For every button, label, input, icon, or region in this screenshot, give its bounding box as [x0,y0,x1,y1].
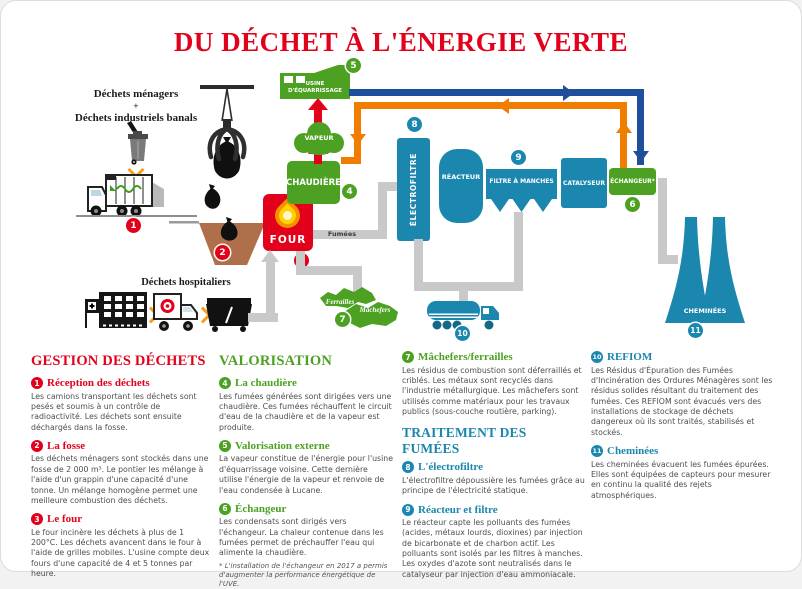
item-badge: 1 [31,377,43,389]
item-text: Les condensats sont dirigés vers l'échangeur. La chaleur contenue dans les fumées permet de préchauffer l'eau qui alimente la chaudière. [219,517,384,558]
legend-item-11 [591,445,777,501]
arrow-up-icon [261,250,279,262]
item-badge: 6 [219,503,231,515]
medical-truck-icon [153,293,199,333]
section-heading-fumees: TRAITEMENT DES FUMÉES [402,425,527,457]
ferrailles-label: Ferrailles [325,298,355,306]
residue-pipe [514,212,523,291]
legend-item-1 [31,377,211,433]
household-waste-label: Déchets ménagers + Déchets industriels banals [74,88,198,124]
item-title: Cheminées [607,445,659,458]
arrow-up-icon [616,122,632,133]
legend-item-9 [402,504,586,581]
bag-filter-label: FILTRE À MANCHES [489,178,554,185]
badge-2: 2 [215,245,230,260]
item-badge: 2 [31,440,43,452]
item-text: Les fumées générées sont dirigées vers une chaudière. Ces fumées réchauffent le circuit d'eau de la chaudière et de la vapeur est produite. [219,391,392,432]
bag-filter-node [486,169,557,215]
item-badge: 4 [219,377,231,389]
item-title: La chaudière [235,377,297,389]
item-title: Réception des déchets [47,377,150,389]
grapple-crane-icon [199,83,255,185]
preheated-water-pipe [341,157,361,164]
reactor-node: RÉACTEUR [439,149,483,223]
arrow-down-icon [350,134,366,145]
item-text: Les déchets ménagers sont stockés dans une fosse de 2 000 m³. Le pontier les mélange à l'aide d'un grappin d'une capacité d'une tonne. Un mélange homogène permet une meilleure combustion des déchets. [31,454,209,505]
footnote: * L'installation de l'échangeur en 2017 a permis d'augmenter la performance énergétique de l'UVE. [219,561,388,588]
item-text: Les Résidus d'Épuration des Fumées d'Incinération des Ordures Ménagères sont les résidus solides résultant du traitement des fumées. Ces REFIOM sont évacués vers des installations de stockage de déchets dangereux où ils sont traités, stabilisés et stockés. [591,365,773,437]
item-badge: 3 [31,513,43,525]
page-title: DU DÉCHET À L'ÉNERGIE VERTE [173,27,629,57]
preheated-water-pipe [620,102,627,168]
item-text: Les résidus de combustion sont déferraillés et criblés. Les métaux sont recyclés dans l'industrie métallurgique. Les mâchefers sont utilisés comme matériaux pour les travaux publics (sous-couche routière, parking). [402,365,582,416]
hospital-waste-pipe [266,261,275,322]
legend-item-5 [219,440,393,496]
garbage-truck-icon [86,171,168,217]
item-title: Échangeur [235,502,287,515]
legend-col-gestion [31,353,211,587]
item-badge: 5 [219,440,231,452]
boiler-node: CHAUDIÈRE [287,161,340,204]
item-title: REFIOM [607,351,653,363]
legend-item-2 [31,440,211,506]
section-heading-gestion: GESTION DES DÉCHETS [31,353,206,369]
steam-label: VAPEUR [304,134,334,142]
item-badge: 11 [592,447,602,456]
legend-col-refiom [591,351,777,508]
hospital-icon [85,292,149,335]
waste-bag-icon [201,184,223,210]
arrow-down-icon [633,151,649,162]
residue-pipe [414,282,523,291]
catalyst-node: CATALYSEUR [561,158,607,208]
badge-6: 6 [625,197,640,212]
badge-8: 8 [407,117,422,132]
flue-gas-label: Fumées [327,230,357,238]
badge-1: 1 [126,218,141,233]
badge-5: 5 [346,58,361,73]
item-title: L'électrofiltre [418,461,483,474]
item-title: Mâchefers/ferrailles [418,351,513,363]
item-text: Le réacteur capte les polluants des fumées (acides, métaux lourds, dioxines) par injection de bicarbonate et de charbon actif. Les polluants sont isolés par les filtres à manches. Les oxydes d'azote sont neutralisés dans le catalyseur par injection d'eau ammoniacale. [402,518,583,579]
item-text: La vapeur constitue de l'énergie pour l'usine d'équarrissage voisine. Cette dernière utilise l'énergie de la vapeur et renvoie de l'eau condensée à Lucane. [219,454,394,495]
item-text: Les cheminées évacuent les fumées épurées. Elles sont équipées de capteurs pour mesurer en continu la qualité des rejets atmosphériques. [591,459,771,500]
rendering-plant-label: USINE D'ÉQUARRISSAGE [288,81,342,94]
legend-item-10 [591,351,777,438]
heat-exchanger-node: ÉCHANGEUR* [609,168,656,195]
condensate-pipe [349,89,644,96]
furnace-node: FOUR [263,194,313,251]
item-badge: 7 [402,351,414,363]
hospital-waste-label: Déchets hospitaliers [141,277,231,288]
section-heading-valorisation: VALORISATION [219,353,333,369]
badge-10: 10 [455,326,470,341]
item-text: Les camions transportant les déchets sont pesés et soumis à un contrôle de radioactivité. Les déchets sont ensuite déchargés dans la fosse. [31,391,197,432]
legend-item-6 [219,503,393,589]
badge-7: 7 [335,312,350,327]
wheelie-bin-icon [125,121,151,165]
item-title: Le four [47,513,83,526]
steam-arrow-up-icon [308,98,328,110]
electrofilter-node: ÉLECTROFILTRE [397,138,430,241]
arrow-left-icon [498,98,509,114]
machefers-label: Mâchefers [359,306,391,314]
badge-9: 9 [511,150,526,165]
item-title: La fosse [47,439,86,452]
legend-col-valorisation [219,353,393,589]
item-badge: 9 [402,504,414,516]
chimneys-label: CHEMINÉES [683,307,727,315]
legend-col-fumees [402,351,586,587]
legend-item-7 [402,351,586,417]
item-badge: 10 [592,353,602,361]
legend-item-4 [219,377,393,433]
item-text: L'électrofiltre dépoussière les fumées grâce au principe de l'électricité statique. [402,475,585,496]
preheated-water-pipe [354,102,361,164]
item-text: Le four incinère les déchets à plus de 1 200°C. Les déchets avancent dans le four à l'aide de grilles mobiles. L'usine compte deux fours d'une capacité de 4 et 5 tonnes par heure. [31,527,210,579]
badge-4: 4 [342,184,357,199]
item-badge: 8 [402,461,414,473]
legend-item-8 [402,461,586,496]
dumpster-icon [205,294,253,333]
arrow-right-icon [563,85,574,101]
item-title: Valorisation externe [235,439,330,452]
badge-11: 11 [688,323,703,338]
legend-item-3 [31,513,211,579]
item-title: Réacteur et filtre [418,503,498,516]
preheated-water-pipe [354,102,627,109]
